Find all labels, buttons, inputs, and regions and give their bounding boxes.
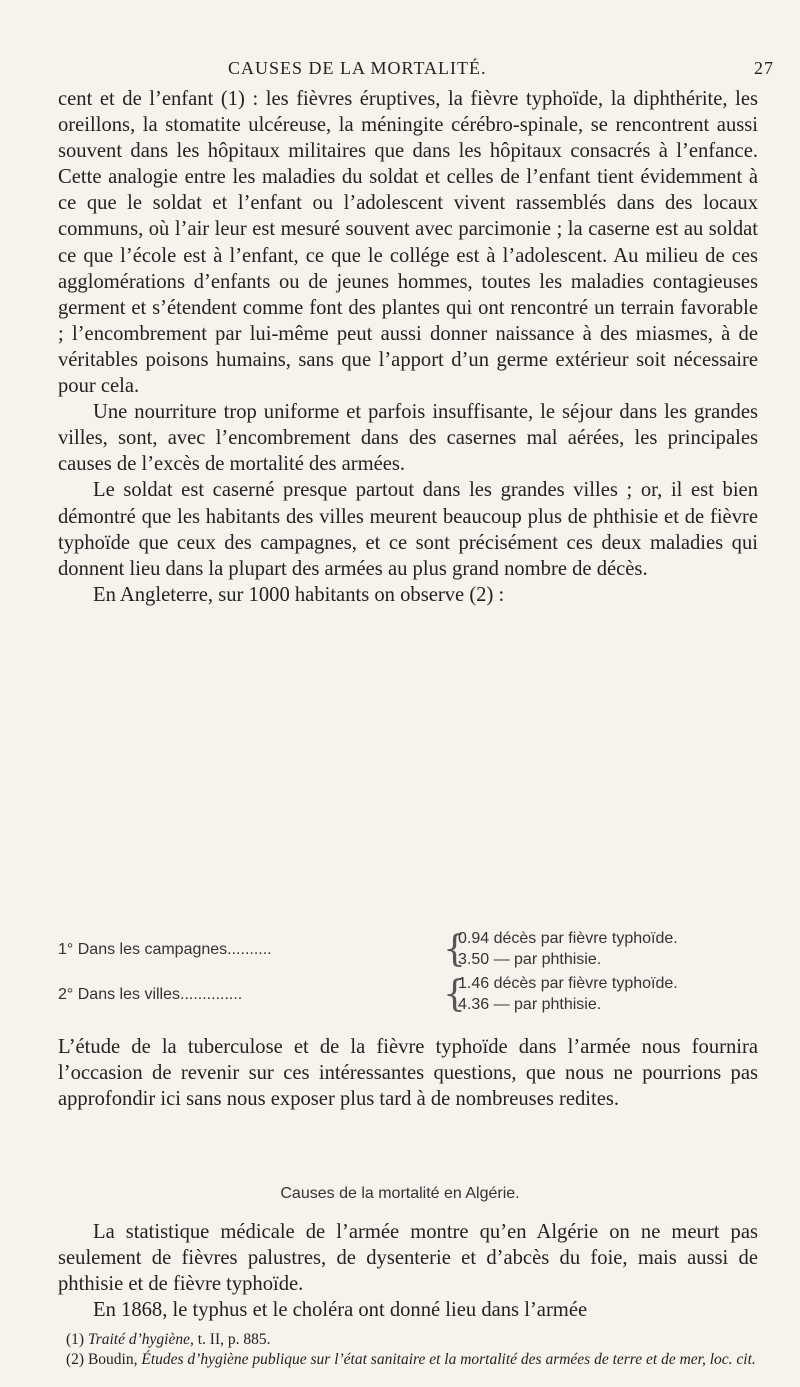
table-row: [58, 975, 768, 1017]
paragraph: La statistique médicale de l’armée montre qu’en Algérie on ne meurt pas seulement de fièvres palustres, de dysenterie et d’abcès du foie, mais aussi de phthisie et de fièvre typhoïde.: [58, 1221, 758, 1296]
footnote-mark: (1): [66, 1331, 85, 1348]
paragraph: cent et de l’enfant (1) : les fièvres éruptives, la fièvre typhoïde, la diphthérite, les oreillons, la stomatite ulcéreuse, la méningite cérébro-spinale, se rencontrent aussi souvent dans les hôpitaux militaires que dans les hôpitaux consacrés à l’enfance. Cette analogie entre les maladies du soldat et celles de l’enfant tient évidemment à ce que le soldat et l’enfant ou l’adolescent vivent rassemblés dans des locaux communs, où l’air leur est mesuré souvent avec parcimonie ; la caserne est au soldat ce que l’école est à l’enfant, ce que le collége est à l’adolescent. Au milieu de ces agglomérations d’enfants ou de jeunes hommes, toutes les maladies contagieuses germent et s’étendent comme font des plantes qui ont rencontré un terrain favorable ; l’encombrement par lui-même peut aussi donner naissance à des miasmes, à de véritables poisons humains, sans que l’apport d’un germe extérieur soit nécessaire pour cela.: [58, 88, 758, 398]
section-text: [58, 1219, 758, 1323]
row-value-phthisis: 4.36 — par phthisie.: [458, 996, 602, 1013]
row-value-typhoid: 1.46 décès par fièvre typhoïde.: [458, 975, 678, 992]
footnote: [58, 1330, 758, 1350]
paragraph: Une nourriture trop uniforme et parfois insuffisante, le séjour dans les grandes villes, sont, avec l’encombrement dans des casernes mal aérées, les principales causes de l’excès de mortalité des armées.: [58, 401, 758, 476]
footnote: [58, 1350, 758, 1370]
brace: {: [443, 974, 466, 1015]
row-value-typhoid: 0.94 décès par fièvre typhoïde.: [458, 930, 678, 947]
brace: {: [443, 929, 466, 970]
section-title: Causes de la mortalité en Algérie.: [280, 1185, 520, 1202]
row-value-phthisis: 3.50 — par phthisie.: [458, 951, 602, 968]
row-label: 2° Dans les villes..............: [58, 986, 243, 1003]
paragraph: L’étude de la tuberculose et de la fièvre typhoïde dans l’armée nous fournira l’occasion de revenir sur ces intéressantes questions, que nous ne pourrions pas approfondir ici sans nous exposer plus tard à de nombreuses redites.: [58, 1036, 758, 1111]
footnote-author: Boudin,: [87, 1351, 138, 1368]
footnote-title: Études d’hygiène publique sur l’état sanitaire et la mortalité des armées de terre et de mer, loc. cit.: [141, 1351, 756, 1368]
main-text: [58, 86, 758, 608]
page-number: 27: [754, 58, 774, 78]
footnote-mark: (2): [66, 1351, 85, 1368]
running-title: CAUSES DE LA MORTALITÉ.: [228, 58, 487, 78]
footnote-title: Traité d’hygiène,: [87, 1331, 194, 1348]
table-row: [58, 930, 768, 972]
paragraph: En Angleterre, sur 1000 habitants on observe (2) :: [93, 583, 505, 606]
paragraph: Le soldat est caserné presque partout dans les grandes villes ; or, il est bien démontré que les habitants des villes meurent beaucoup plus de phthisie et de fièvre typhoïde que ceux des campagnes, et ce sont précisément ces deux maladies qui donnent lieu dans la plupart des armées au plus grand nombre de décès.: [58, 479, 758, 580]
paragraph: En 1868, le typhus et le choléra ont donné lieu dans l’armée: [93, 1299, 588, 1322]
row-label: 1° Dans les campagnes..........: [58, 941, 272, 958]
footnotes: [58, 1330, 758, 1370]
post-table-text: [58, 1034, 758, 1112]
footnote-ref: t. II, p. 885.: [193, 1331, 271, 1348]
